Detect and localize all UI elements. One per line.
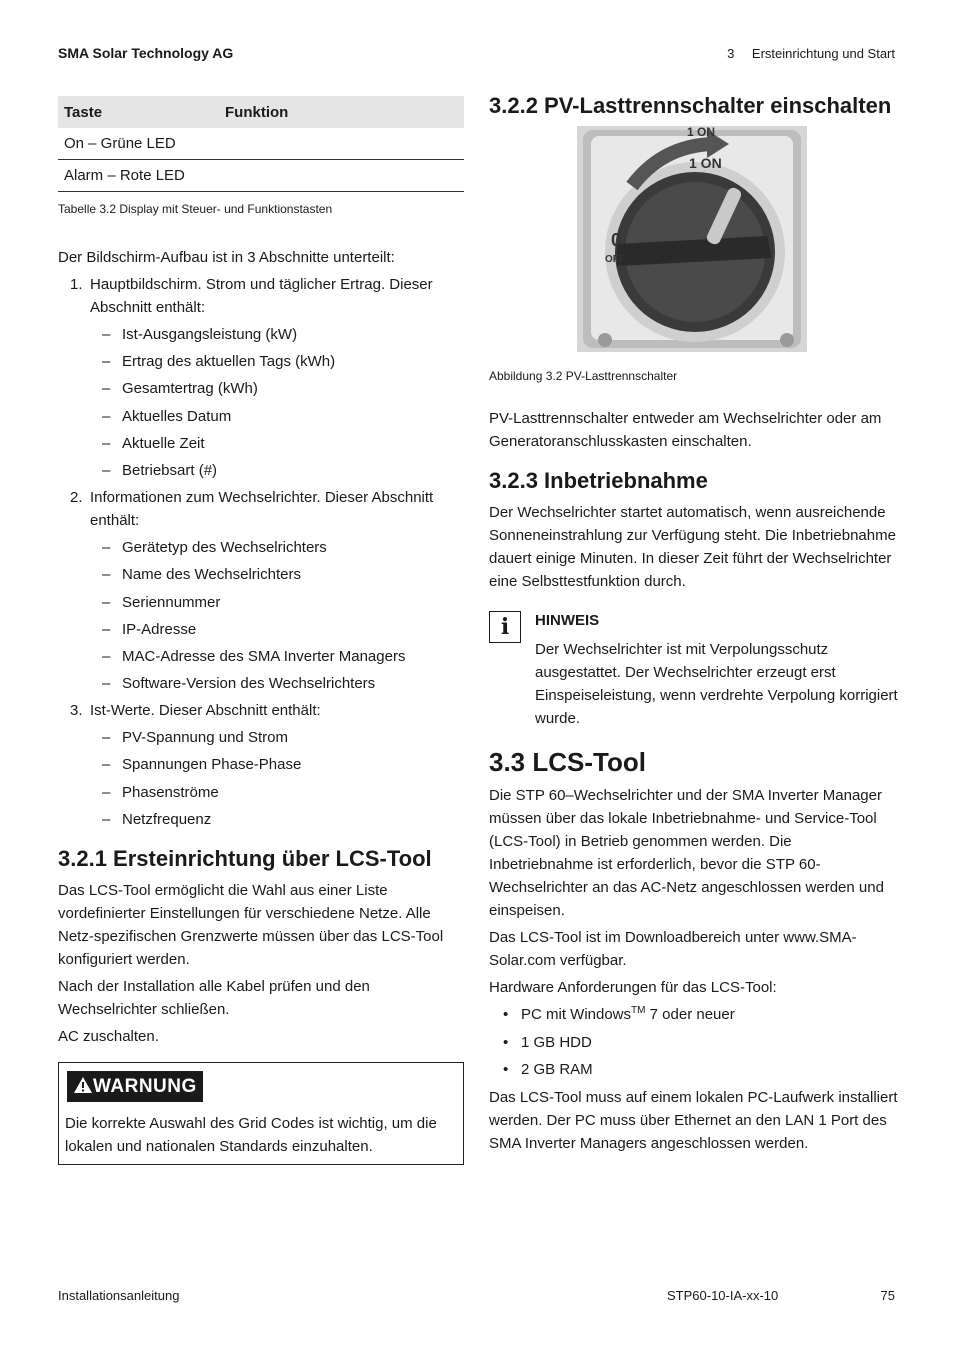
paragraph: PV-Lasttrennschalter entweder am Wechselrichter oder am Generatoranschlusskasten einschalten. bbox=[489, 410, 882, 450]
list-item: – Software-Version des Wechselrichters bbox=[90, 672, 465, 695]
table-header-row bbox=[58, 96, 464, 128]
list-item: – PV-Spannung und Strom bbox=[90, 726, 465, 749]
paragraph: Die STP 60–Wechselrichter und der SMA Inverter Manager müssen über das lokale Inbetriebnahme- und Service-Tool (LCS-Tool) in Betrieb genommen werden. Die Inbetriebnahme ist erforderlich, bevor die STP 60-Wechselrichter an das AC-Netz angeschlossen werden und einspeisen. bbox=[489, 787, 884, 919]
header-chapter bbox=[727, 42, 895, 65]
list-item bbox=[58, 486, 465, 695]
list-item: • 1 GB HDD bbox=[489, 1031, 899, 1054]
sub-list bbox=[90, 323, 465, 482]
paragraph: Das LCS-Tool ist im Downloadbereich unter www.SMA-Solar.com verfügbar. bbox=[489, 929, 857, 969]
figure-label: OFF bbox=[605, 254, 625, 265]
pv-disconnect-switch-figure bbox=[577, 126, 807, 352]
table-row bbox=[58, 128, 464, 160]
intro-text: Der Bildschirm-Aufbau ist in 3 Abschnitte unterteilt: bbox=[58, 249, 395, 266]
sections-list bbox=[58, 273, 465, 831]
list-item: – Gerätetyp des Wechselrichters bbox=[90, 536, 465, 559]
list-item: – Seriennummer bbox=[90, 591, 465, 614]
paragraph: Das LCS-Tool muss auf einem lokalen PC-Laufwerk installiert werden. Der PC muss über Ethernet an den LAN 1 Port des SMA Inverter Managers angeschlossen werden. bbox=[489, 1088, 898, 1152]
header-chapter-number: 3 bbox=[727, 46, 735, 61]
list-item-text: Ist-Werte. Dieser Abschnitt enthält: bbox=[90, 702, 321, 720]
list-item-text: Informationen zum Wechselrichter. Dieser Abschnitt enthält: bbox=[90, 489, 434, 530]
section-heading-3-2-3: 3.2.3 Inbetriebnahme bbox=[489, 468, 708, 493]
figure-label: 1 ON bbox=[689, 155, 722, 171]
table-caption: Tabelle 3.2 Display mit Steuer- und Funktionstasten bbox=[58, 202, 333, 216]
table-row bbox=[58, 160, 464, 192]
requirements-list bbox=[489, 1003, 899, 1081]
list-number: 1. bbox=[70, 276, 83, 293]
section-heading-3-2-2: 3.2.2 PV-Lasttrennschalter einschalten bbox=[489, 93, 892, 118]
paragraph: Nach der Installation alle Kabel prüfen und den Wechselrichter schließen. bbox=[58, 977, 370, 1018]
warning-text: Die korrekte Auswahl des Grid Codes ist wichtig, um die lokalen und nationalen Standards einzuhalten. bbox=[65, 1114, 437, 1155]
list-item: • 2 GB RAM bbox=[489, 1058, 899, 1081]
key-function-table bbox=[58, 96, 464, 192]
section-heading-3-2-1: 3.2.1 Ersteinrichtung über LCS-Tool bbox=[58, 845, 432, 871]
list-item: – IP-Adresse bbox=[90, 618, 465, 641]
list-item: – Spannungen Phase-Phase bbox=[90, 753, 465, 776]
table-header-taste: Taste bbox=[58, 96, 225, 128]
note-box bbox=[489, 609, 899, 730]
table-cell bbox=[225, 128, 464, 160]
list-item-text: Hauptbildschirm. Strom und täglicher Ertrag. Dieser Abschnitt enthält: bbox=[90, 276, 433, 316]
figure-label: 0 bbox=[611, 230, 622, 250]
paragraph: Hardware Anforderungen für das LCS-Tool: bbox=[489, 979, 777, 996]
list-item: – Gesamtertrag (kWh) bbox=[90, 377, 465, 400]
list-item: – Phasenströme bbox=[90, 781, 465, 804]
info-icon: i bbox=[489, 611, 521, 643]
warning-box bbox=[58, 1062, 464, 1165]
header-company: SMA Solar Technology AG bbox=[58, 45, 234, 61]
paragraph: AC zuschalten. bbox=[58, 1027, 159, 1045]
list-item: – Name des Wechselrichters bbox=[90, 563, 465, 586]
list-item: – Betriebsart (#) bbox=[90, 459, 465, 482]
req-os-text: PC mit Windows bbox=[521, 1006, 632, 1023]
section-heading-3-3: 3.3 LCS-Tool bbox=[489, 747, 646, 777]
left-column bbox=[58, 96, 465, 1165]
list-item bbox=[58, 273, 465, 482]
warning-label-text: WARNUNG bbox=[93, 1075, 197, 1097]
list-item: – Netzfrequenz bbox=[90, 808, 465, 831]
figure-caption: Abbildung 3.2 PV-Lasttrennschalter bbox=[489, 369, 678, 383]
paragraph: Das LCS-Tool ermöglicht die Wahl aus einer Liste vordefinierter Einstellungen für verschiedene Netze. Alle Netz-spezifischen Grenzwerte müssen über das LCS-Tool konfiguriert werden. bbox=[58, 881, 444, 968]
warning-label bbox=[67, 1071, 203, 1102]
header-chapter-title: Ersteinrichtung und Start bbox=[751, 46, 895, 61]
warning-triangle-icon bbox=[73, 1076, 93, 1094]
table-cell: On – Grüne LED bbox=[58, 128, 225, 160]
figure-label: 1 ON bbox=[687, 126, 716, 139]
list-number: 3. bbox=[70, 702, 83, 720]
right-column bbox=[489, 90, 899, 1155]
list-item: – Ist-Ausgangsleistung (kW) bbox=[90, 323, 465, 346]
list-item bbox=[489, 1003, 899, 1026]
list-item bbox=[58, 699, 465, 831]
table-cell: Alarm – Rote LED bbox=[58, 160, 225, 192]
list-item: – Ertrag des aktuellen Tags (kWh) bbox=[90, 350, 465, 373]
footer-doc-code: STP60-10-IA-xx-10 bbox=[667, 1288, 779, 1303]
paragraph: Der Wechselrichter startet automatisch, wenn ausreichende Sonneneinstrahlung zur Verfügung steht. Die Inbetriebnahme dauert einige Minuten. In dieser Zeit führt der Wechselrichter eine Selbsttestfunktion durch. bbox=[489, 504, 896, 590]
list-item: – MAC-Adresse des SMA Inverter Managers bbox=[90, 645, 465, 668]
page-number: 75 bbox=[880, 1288, 895, 1303]
table-header-funktion: Funktion bbox=[225, 96, 464, 128]
sub-list bbox=[90, 726, 465, 831]
req-os-version: 7 oder neuer bbox=[645, 1006, 735, 1023]
sub-list bbox=[90, 536, 465, 695]
table-cell bbox=[225, 160, 464, 192]
trademark-sup: TM bbox=[631, 1005, 646, 1016]
note-text: Der Wechselrichter ist mit Verpolungsschutz ausgestattet. Der Wechselrichter erzeugt erst Einspeiseleistung, wenn verdrehte Verpolung korrigiert wurde. bbox=[535, 641, 898, 727]
list-item: – Aktuelle Zeit bbox=[90, 432, 465, 455]
footer-doc-type: Installationsanleitung bbox=[58, 1288, 180, 1303]
note-title: HINWEIS bbox=[535, 612, 600, 629]
list-item: – Aktuelles Datum bbox=[90, 405, 465, 428]
list-number: 2. bbox=[70, 489, 83, 507]
